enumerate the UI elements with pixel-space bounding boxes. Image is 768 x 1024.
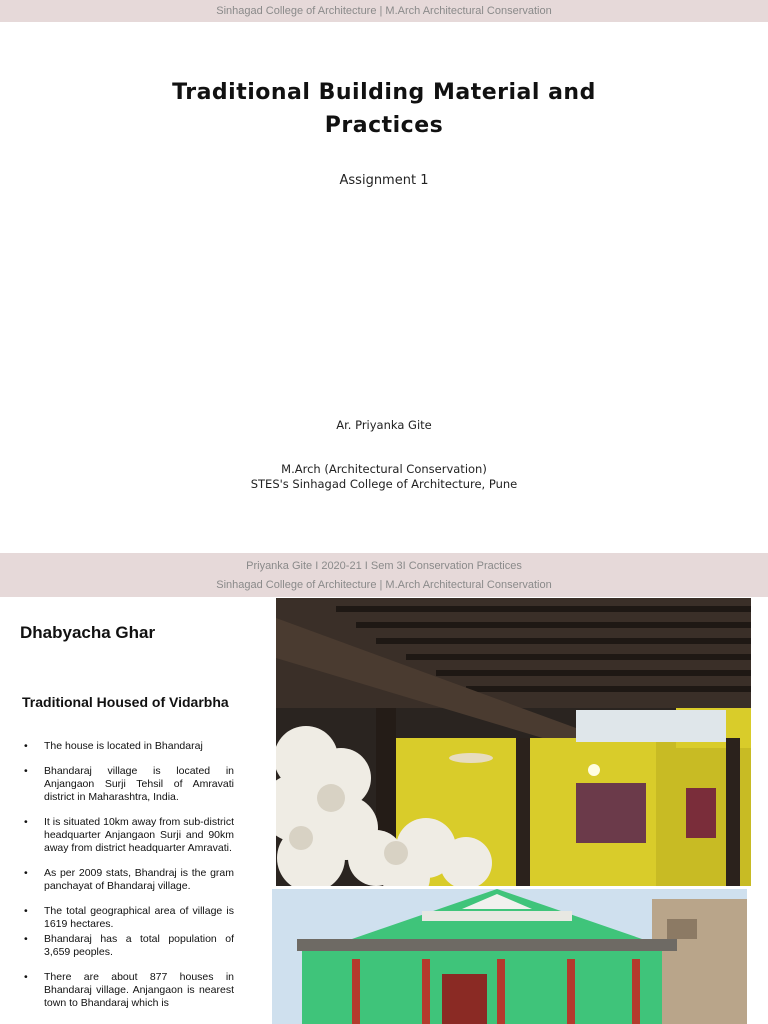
institution-text: STES's Sinhagad College of Architecture, Pune: [250, 477, 518, 491]
author-name: Ar. Priyanka Gite: [336, 418, 432, 432]
title-line-2: Practices: [324, 113, 444, 138]
bullet-item: • Bhandaraj village is located in Anjangaon Surji Tehsil of Amravati district in Maharashtra, India.: [24, 765, 234, 804]
interior-photo-illustration: [276, 598, 751, 886]
footer-band-line-2: Sinhagad College of Architecture | M.Arch Architectural Conservation: [216, 579, 552, 591]
bullet-item: • The total geographical area of village is 1619 hectares.: [24, 905, 234, 931]
exterior-photo: [272, 889, 747, 1024]
footer-band: [0, 553, 768, 597]
interior-photo: [276, 598, 751, 886]
bullet-item: • As per 2009 stats, Bhandraj is the gram panchayat of Bhandaraj village.: [24, 867, 234, 893]
bullet-item: • It is situated 10km away from sub-district headquarter Anjangaon Surji and 90km away from district headquarter Amravati.: [24, 816, 234, 855]
bullet-item: • There are about 877 houses in Bhandaraj village. Anjangaon is nearest town to Bhandaraj which is: [24, 971, 234, 1010]
header-band-text: Sinhagad College of Architecture | M.Arch Architectural Conservation: [216, 5, 552, 17]
assignment-label: Assignment 1: [339, 173, 429, 188]
program-text: M.Arch (Architectural Conservation): [281, 462, 487, 476]
slide-subheading: Traditional Housed of Vidarbha: [22, 694, 229, 710]
bullet-item: • Bhandaraj has a total population of 3,659 peoples.: [24, 933, 234, 959]
bullet-item: • The house is located in Bhandaraj: [24, 740, 234, 753]
bullet-list: [24, 740, 234, 1022]
header-band: [0, 0, 768, 22]
page-title: [0, 76, 768, 142]
title-line-1: Traditional Building Material and: [172, 80, 596, 105]
footer-band-line-1: Priyanka Gite I 2020-21 I Sem 3I Conservation Practices: [246, 560, 522, 572]
affiliation: [0, 462, 768, 492]
exterior-photo-illustration: [272, 889, 747, 1024]
slide-heading: Dhabyacha Ghar: [20, 623, 156, 642]
